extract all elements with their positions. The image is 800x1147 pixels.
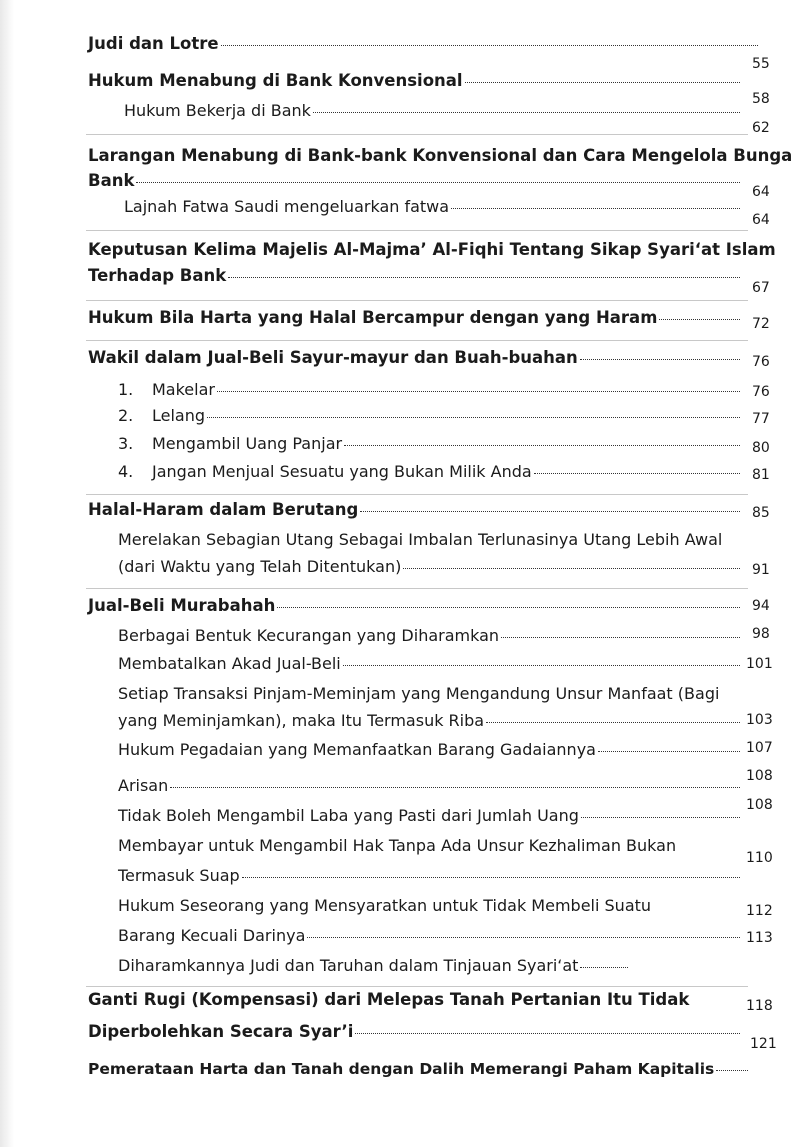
toc-entry-number: 2. bbox=[118, 406, 134, 425]
dot-leader bbox=[343, 665, 740, 666]
toc-entry-title-continued: (dari Waktu yang Telah Ditentukan) bbox=[118, 557, 402, 576]
toc-entry[interactable] bbox=[118, 711, 742, 730]
dot-leader bbox=[501, 637, 740, 638]
toc-entry-title: Mengambil Uang Panjar bbox=[152, 434, 343, 453]
dot-leader bbox=[136, 182, 740, 183]
dot-leader bbox=[277, 607, 740, 608]
toc-entry[interactable] bbox=[118, 926, 742, 945]
dot-leader bbox=[355, 1033, 740, 1034]
dot-leader bbox=[207, 417, 740, 418]
toc-entry-title-continued: Terhadap Bank bbox=[88, 266, 227, 285]
toc-entry-title: Merelakan Sebagian Utang Sebagai Imbalan Terlunasinya Utang Lebih Awal bbox=[118, 530, 723, 549]
toc-entry-title: Hukum Pegadaian yang Memanfaatkan Barang Gadaiannya bbox=[118, 740, 596, 759]
toc-entry-page: 81 bbox=[752, 467, 770, 483]
toc-entry[interactable] bbox=[88, 266, 742, 285]
dot-leader bbox=[598, 751, 740, 752]
toc-entry[interactable] bbox=[118, 557, 742, 576]
toc-entry-page: 121 bbox=[750, 1036, 777, 1052]
toc-entry[interactable] bbox=[124, 101, 742, 120]
toc-entry[interactable] bbox=[118, 866, 742, 885]
toc-entry-page: 67 bbox=[752, 280, 770, 296]
toc-entry-page: 62 bbox=[752, 120, 770, 136]
toc-entry[interactable] bbox=[88, 71, 742, 90]
toc-entry[interactable] bbox=[88, 34, 760, 53]
toc-entry-title: Arisan bbox=[118, 776, 169, 795]
toc-entry-title: Hukum Bila Harta yang Halal Bercampur dengan yang Haram bbox=[88, 308, 658, 327]
dot-leader bbox=[581, 817, 740, 818]
toc-entry-title: Setiap Transaksi Pinjam-Meminjam yang Mengandung Unsur Manfaat (Bagi bbox=[118, 684, 720, 703]
toc-entry[interactable] bbox=[118, 776, 742, 795]
toc-entry-title: Larangan Menabung di Bank-bank Konvensional dan Cara Mengelola Bunga bbox=[88, 146, 793, 165]
toc-entry-title: Lelang bbox=[152, 406, 206, 425]
toc-entry[interactable] bbox=[118, 406, 742, 425]
toc-entry[interactable] bbox=[88, 171, 742, 190]
dot-leader bbox=[344, 445, 740, 446]
toc-entry[interactable] bbox=[88, 1022, 742, 1041]
toc-entry-title-continued: Termasuk Suap bbox=[118, 866, 240, 885]
toc-entry-page: 91 bbox=[752, 562, 770, 578]
separator bbox=[86, 986, 748, 987]
dot-leader bbox=[221, 45, 758, 46]
toc-entry-number: 4. bbox=[118, 462, 134, 481]
toc-entry[interactable] bbox=[118, 956, 630, 975]
dot-leader bbox=[659, 319, 740, 320]
toc-entry-line-1[interactable] bbox=[88, 990, 689, 1009]
toc-entry-line-1[interactable] bbox=[88, 146, 792, 165]
toc-entry-line-1[interactable] bbox=[118, 836, 676, 855]
toc-entry-title: Judi dan Lotre bbox=[88, 34, 219, 53]
separator bbox=[86, 230, 748, 231]
toc-entry[interactable] bbox=[118, 434, 742, 453]
dot-leader bbox=[217, 391, 740, 392]
toc-entry[interactable] bbox=[118, 626, 742, 645]
toc-entry-title: Hukum Bekerja di Bank bbox=[124, 101, 311, 120]
dot-leader bbox=[465, 82, 740, 83]
separator bbox=[86, 588, 748, 589]
dot-leader bbox=[486, 722, 740, 723]
toc-entry-page: 55 bbox=[752, 56, 770, 72]
toc-entry-title: Ganti Rugi (Kompensasi) dari Melepas Tanah Pertanian Itu Tidak bbox=[88, 990, 690, 1009]
toc-entry-title: Jual-Beli Murabahah bbox=[88, 596, 276, 615]
dot-leader bbox=[716, 1070, 748, 1071]
toc-entry-page: 113 bbox=[746, 930, 773, 946]
toc-entry[interactable] bbox=[88, 1060, 750, 1078]
toc-entry[interactable] bbox=[118, 380, 742, 399]
toc-entry-page: 94 bbox=[752, 598, 770, 614]
toc-entry-title-continued: Bank bbox=[88, 171, 135, 190]
dot-leader bbox=[451, 208, 740, 209]
toc-entry-page: 103 bbox=[746, 712, 773, 728]
toc-entry-title: Keputusan Kelima Majelis Al-Majma’ Al-Fiqhi Tentang Sikap Syari‘at Islam bbox=[88, 240, 776, 259]
toc-entry-page: 98 bbox=[752, 626, 770, 642]
dot-leader bbox=[360, 511, 740, 512]
toc-entry-page: 107 bbox=[746, 740, 773, 756]
toc-entry[interactable] bbox=[88, 308, 742, 327]
dot-leader bbox=[242, 877, 740, 878]
separator bbox=[86, 300, 748, 301]
separator bbox=[86, 134, 748, 135]
dot-leader bbox=[534, 473, 740, 474]
toc-entry-title: Jangan Menjual Sesuatu yang Bukan Milik Anda bbox=[152, 462, 532, 481]
toc-entry-line-1[interactable] bbox=[88, 240, 776, 259]
toc-entry-title: Halal-Haram dalam Berutang bbox=[88, 500, 359, 519]
toc-entry-title: Tidak Boleh Mengambil Laba yang Pasti dari Jumlah Uang bbox=[118, 806, 579, 825]
toc-entry-title: Wakil dalam Jual-Beli Sayur-mayur dan Buah-buahan bbox=[88, 348, 578, 367]
toc-entry-title: Berbagai Bentuk Kecurangan yang Diharamkan bbox=[118, 626, 500, 645]
toc-entry[interactable] bbox=[88, 500, 742, 519]
toc-entry-title: Membatalkan Akad Jual-Beli bbox=[118, 654, 341, 673]
toc-entry-title: Makelar bbox=[152, 380, 215, 399]
toc-entry-page: 76 bbox=[752, 354, 770, 370]
dot-leader bbox=[170, 787, 740, 788]
dot-leader bbox=[228, 277, 740, 278]
toc-entry-title: Hukum Menabung di Bank Konvensional bbox=[88, 71, 463, 90]
separator bbox=[86, 494, 748, 495]
toc-entry[interactable] bbox=[124, 197, 742, 216]
toc-entry-page: 76 bbox=[752, 384, 770, 400]
dot-leader bbox=[403, 568, 740, 569]
toc-entry-number: 1. bbox=[118, 380, 134, 399]
dot-leader bbox=[307, 937, 740, 938]
toc-entry[interactable] bbox=[118, 806, 742, 825]
toc-entry-line-1[interactable] bbox=[118, 684, 719, 703]
toc-entry[interactable] bbox=[118, 654, 742, 673]
toc-entry-title-continued: yang Meminjamkan), maka Itu Termasuk Riba bbox=[118, 711, 485, 730]
toc-entry-title: Hukum Seseorang yang Mensyaratkan untuk Tidak Membeli Suatu bbox=[118, 896, 652, 915]
toc-entry-title: Membayar untuk Mengambil Hak Tanpa Ada Unsur Kezhaliman Bukan bbox=[118, 836, 677, 855]
toc-entry-number: 3. bbox=[118, 434, 134, 453]
dot-leader bbox=[580, 967, 628, 968]
toc-entry-page: 110 bbox=[746, 850, 773, 866]
toc-entry-page: 112 bbox=[746, 903, 773, 919]
toc-entry[interactable] bbox=[118, 462, 742, 481]
toc-entry-page: 64 bbox=[752, 184, 770, 200]
toc-entry-page: 108 bbox=[746, 768, 773, 784]
toc-entry[interactable] bbox=[118, 740, 742, 759]
toc-entry-page: 77 bbox=[752, 411, 770, 427]
toc-entry-title: Diharamkannya Judi dan Taruhan dalam Tinjauan Syari‘at bbox=[118, 956, 579, 975]
toc-entry[interactable] bbox=[88, 596, 742, 615]
dot-leader bbox=[313, 112, 740, 113]
toc-entry-page: 108 bbox=[746, 797, 773, 813]
toc-entry-title-continued: Diperbolehkan Secara Syar’i bbox=[88, 1022, 354, 1041]
toc-entry-page: 85 bbox=[752, 505, 770, 521]
toc-entry-page: 58 bbox=[752, 91, 770, 107]
toc-entry-page: 72 bbox=[752, 316, 770, 332]
toc-entry-line-1[interactable] bbox=[118, 896, 651, 915]
toc-entry-line-1[interactable] bbox=[118, 530, 722, 549]
toc-entry[interactable] bbox=[88, 348, 742, 367]
separator bbox=[86, 340, 748, 341]
toc-entry-title: Lajnah Fatwa Saudi mengeluarkan fatwa bbox=[124, 197, 450, 216]
toc-entry-page: 80 bbox=[752, 440, 770, 456]
toc-entry-title-continued: Barang Kecuali Darinya bbox=[118, 926, 306, 945]
toc-entry-page: 118 bbox=[746, 998, 773, 1014]
toc-entry-title: Pemerataan Harta dan Tanah dengan Dalih Memerangi Paham Kapitalis bbox=[88, 1060, 715, 1078]
toc-entry-page: 101 bbox=[746, 656, 773, 672]
toc-entry-page: 64 bbox=[752, 212, 770, 228]
dot-leader bbox=[580, 359, 740, 360]
